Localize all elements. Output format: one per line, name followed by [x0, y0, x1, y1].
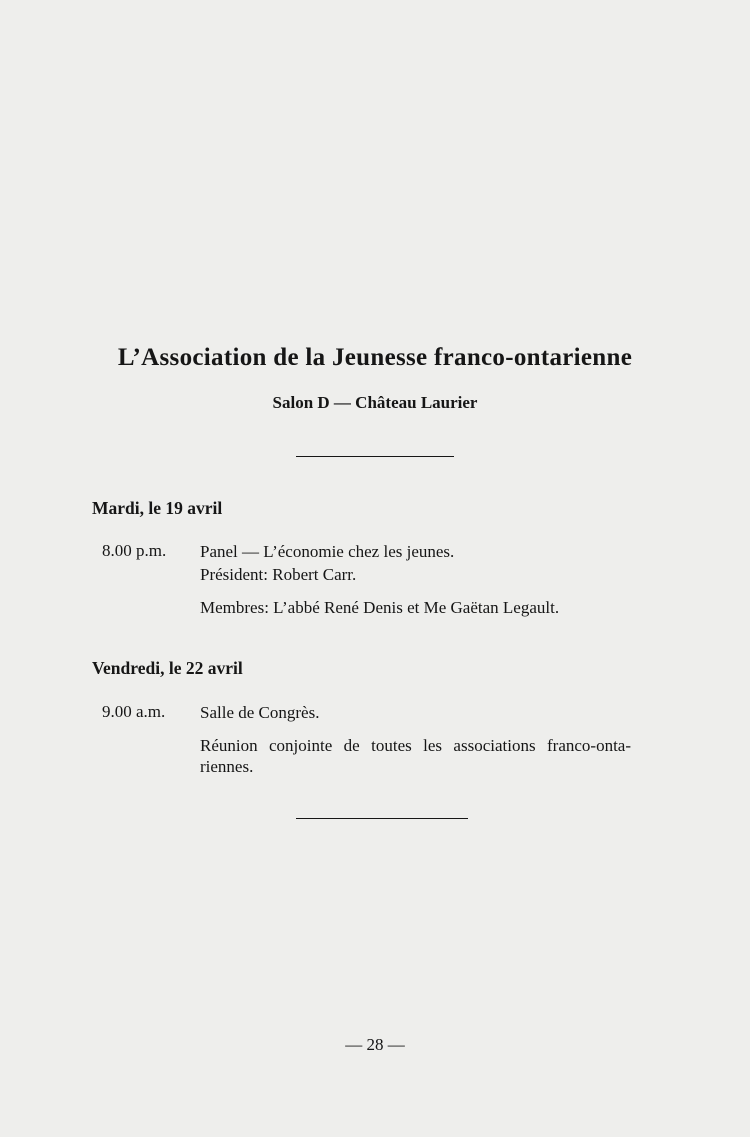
- session-time-tuesday: 8.00 p.m.: [102, 541, 167, 560]
- day-heading-tuesday: Mardi, le 19 avril: [92, 498, 223, 518]
- session-time-friday: 9.00 a.m.: [102, 702, 166, 721]
- page-subtitle: Salon D — Château Laurier: [272, 393, 478, 412]
- session-line-venue: Salle de Congrès.: [200, 703, 320, 722]
- day-heading-friday: Vendredi, le 22 avril: [92, 658, 243, 678]
- session-line-meeting: Réunion conjointe de toutes les associations franco-onta-riennes.: [200, 736, 631, 776]
- session-line-members: Membres: L’abbé René Denis et Me Gaëtan Legault.: [200, 598, 560, 617]
- session-line-president: Président: Robert Carr.: [200, 565, 357, 584]
- title-divider: [296, 456, 454, 457]
- session-line-panel: Panel — L’économie chez les jeunes.: [200, 542, 455, 561]
- page-title: L’Association de la Jeunesse franco-ontarienne: [117, 344, 633, 371]
- page-number: — 28 —: [345, 1035, 405, 1054]
- bottom-divider: [296, 818, 468, 819]
